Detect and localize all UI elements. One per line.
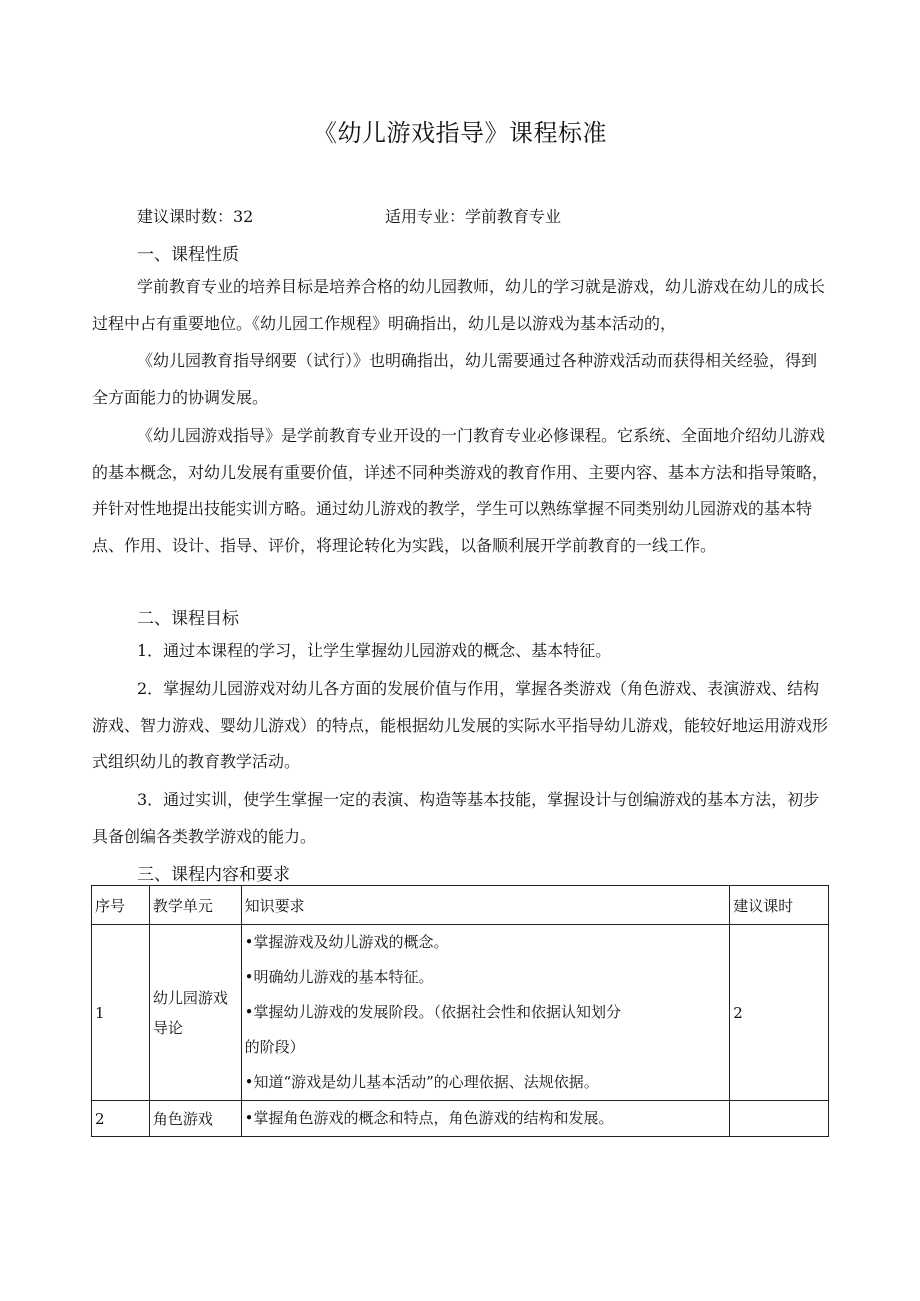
header-unit: 教学单元 xyxy=(149,886,241,925)
nature-paragraph-2-text: 《幼儿园教育指导纲要（试行）》也明确指出，幼儿需要通过各种游戏活动而获得相关经验，得到全方面能力的协调发展。 xyxy=(92,351,818,407)
row-requirements xyxy=(241,1101,730,1137)
requirement-item: •明确幼儿游戏的基本特征。 xyxy=(244,968,434,986)
table-row xyxy=(92,925,829,1101)
row-hours xyxy=(730,1101,829,1137)
header-requirements: 知识要求 xyxy=(241,886,730,925)
suggested-hours: 建议课时数：32 xyxy=(137,207,254,226)
goal-3-text: 3．通过实训，使学生掌握一定的表演、构造等基本技能，掌握设计与创编游戏的基本方法，初步具备创编各类教学游戏的能力。 xyxy=(92,790,820,846)
goal-2 xyxy=(92,671,830,781)
nature-paragraph-1 xyxy=(92,269,830,342)
header-number: 序号 xyxy=(92,886,150,925)
goal-2-text: 2．掌握幼儿园游戏对幼儿各方面的发展价值与作用，掌握各类游戏（角色游戏、表演游戏、结构游戏、智力游戏、婴幼儿游戏）的特点，能根据幼儿发展的实际水平指导幼儿游戏，能较好地运用游戏形式组织幼儿的教育教学活动。 xyxy=(92,679,829,771)
table-header-row xyxy=(92,886,829,925)
nature-paragraph-3 xyxy=(92,418,830,564)
section-heading-content: 三、课程内容和要求 xyxy=(137,865,290,885)
section-heading-nature: 一、课程性质 xyxy=(137,245,239,265)
goal-3 xyxy=(92,782,830,855)
nature-paragraph-1-text: 学前教育专业的培养目标是培养合格的幼儿园教师，幼儿的学习就是游戏，幼儿游戏在幼儿的成长过程中占有重要地位。《幼儿园工作规程》明确指出，幼儿是以游戏为基本活动的， xyxy=(92,277,826,333)
requirement-item: •掌握幼儿游戏的发展阶段。（依据社会性和依据认知划分 xyxy=(244,1003,621,1021)
requirement-item: •知道“游戏是幼儿基本活动”的心理依据、法规依据。 xyxy=(244,1073,599,1091)
requirement-item: •掌握角色游戏的概念和特点，角色游戏的结构和发展。 xyxy=(244,1109,614,1127)
goal-1-text: 1．通过本课程的学习，让学生掌握幼儿园游戏的概念、基本特征。 xyxy=(137,641,612,660)
requirement-item: •掌握游戏及幼儿游戏的概念。 xyxy=(244,933,449,951)
row-hours: 2 xyxy=(730,925,829,1101)
goal-1 xyxy=(92,633,830,670)
row-number: 1 xyxy=(92,925,150,1101)
nature-paragraph-2 xyxy=(92,343,830,416)
table-row xyxy=(92,1101,829,1137)
requirement-item: 的阶段） xyxy=(244,1038,305,1056)
row-number: 2 xyxy=(92,1101,150,1137)
applicable-major: 适用专业：学前教育专业 xyxy=(385,207,562,226)
header-hours: 建议课时 xyxy=(730,886,829,925)
row-requirements xyxy=(241,925,730,1101)
row-unit: 幼儿园游戏导论 xyxy=(149,925,241,1101)
nature-paragraph-3-text: 《幼儿园游戏指导》是学前教育专业开设的一门教育专业必修课程。它系统、全面地介绍幼儿游戏的基本概念，对幼儿发展有重要价值，详述不同种类游戏的教育作用、主要内容、基本方法和指导策略，并针对性地提出技能实训方略。通过幼儿游戏的教学，学生可以熟练掌握不同类别幼儿园游戏的基本特点、作用、设计、指导、评价，将理论转化为实践，以备顺利展开学前教育的一线工作。 xyxy=(92,426,829,555)
section-heading-goals: 二、课程目标 xyxy=(137,609,239,629)
course-content-table xyxy=(91,885,829,1137)
document-title: 《幼儿游戏指导》课程标准 xyxy=(313,119,607,147)
row-unit: 角色游戏 xyxy=(149,1101,241,1137)
